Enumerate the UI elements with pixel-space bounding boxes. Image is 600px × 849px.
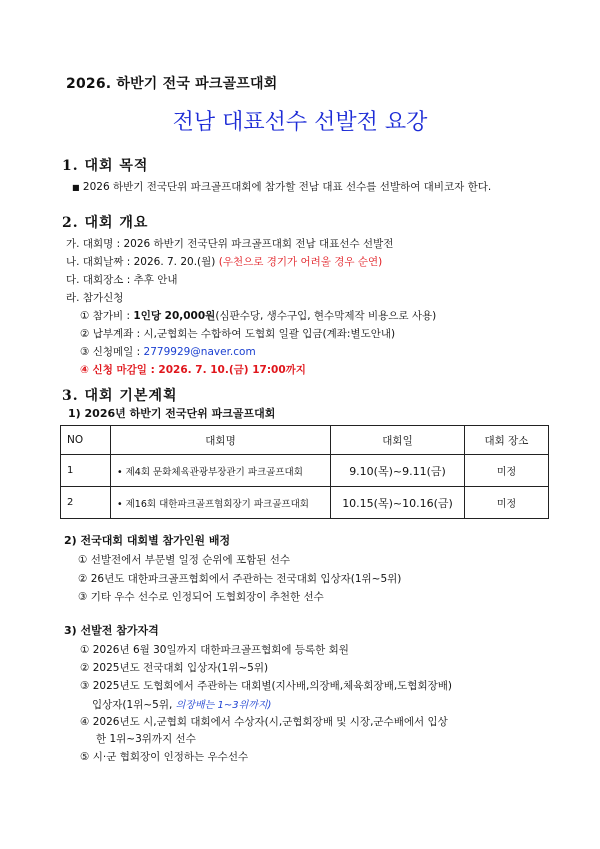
list-item: ② 26년도 대한파크골프협회에서 주관하는 전국대회 입상자(1위~5위) (78, 573, 402, 585)
application-email (80, 344, 256, 359)
event-header: 2026. 하반기 전국 파크골프대회 (66, 76, 278, 92)
table-cell-event: • 제16회 대한파크골프협회장기 파크골프대회 (111, 487, 331, 519)
email-label: ③ 신청메일 : (80, 346, 144, 358)
table-cell-date: 9.10(목)~9.11(금) (331, 455, 465, 487)
event-date (66, 254, 382, 269)
event-date-text: 나. 대회날짜 : 2026. 7. 20.(월) (66, 256, 219, 268)
table-cell-no: 2 (61, 487, 111, 519)
column-header: NO (61, 426, 111, 455)
column-header: 대회 장소 (465, 426, 549, 455)
table-cell-event: • 제4회 문화체육관광부장관기 파크골프대회 (111, 455, 331, 487)
entry-fee-label: ① 참가비 : (80, 310, 134, 322)
column-header: 대회명 (111, 426, 331, 455)
square-bullet-icon: ■ (72, 183, 80, 192)
entry-fee-note: (심판수당, 생수구입, 현수막제작 비용으로 사용) (215, 310, 437, 322)
winner-rank-text: 입상자(1위~5위, (92, 699, 176, 711)
list-item: ① 선발전에서 부문별 일정 순위에 포함된 선수 (78, 554, 291, 566)
table-header-row (61, 426, 549, 455)
event-name: 가. 대회명 : 2026 하반기 전국단위 파크골프대회 전남 대표선수 선발전 (66, 238, 394, 250)
entry-fee-amount: 1인당 20,000원 (133, 310, 216, 322)
payment-account: ② 납부계좌 : 시,군협회는 수합하여 도협회 일괄 입금(계좌:별도안내) (80, 328, 396, 340)
list-item: ④ 2026년도 시,군협회 대회에서 수상자(시,군협회장배 및 시장,군수배에서 입상 (80, 716, 448, 728)
list-item: ⑤ 시·군 협회장이 인정하는 우수선수 (80, 751, 249, 763)
section-1-heading: 1. 대회 목적 (62, 158, 149, 174)
table-cell-venue: 미정 (465, 455, 549, 487)
column-header: 대회일 (331, 426, 465, 455)
subsection-2-heading: 2) 전국대회 대회별 참가인원 배정 (64, 534, 231, 547)
registration-heading: 라. 참가신청 (66, 292, 124, 304)
list-item: ① 2026년 6월 30일까지 대한파크골프협회에 등록한 회원 (80, 644, 349, 656)
schedule-table (60, 425, 549, 519)
list-item: ② 2025년도 전국대회 입상자(1위~5위) (80, 662, 269, 674)
table-row (61, 487, 549, 519)
page-title: 전남 대표선수 선발전 요강 (172, 110, 428, 135)
table-cell-venue: 미정 (465, 487, 549, 519)
table-cell-no: 1 (61, 455, 111, 487)
list-item: ③ 2025년도 도협회에서 주관하는 대회별(지사배,의장배,체육회장배,도협회장배) (80, 680, 452, 692)
section-3-heading: 3. 대회 기본계획 (62, 388, 178, 404)
table-cell-date: 10.15(목)~10.16(금) (331, 487, 465, 519)
rain-note: (우천으로 경기가 어려울 경우 순연) (218, 256, 383, 268)
event-venue: 다. 대회장소 : 추후 안내 (66, 274, 178, 286)
subsection-1-heading: 1) 2026년 하반기 전국단위 파크골프대회 (68, 407, 276, 420)
subsection-3-heading: 3) 선발전 참가자격 (64, 624, 159, 637)
purpose-text: 2026 하반기 전국단위 파크골프대회에 참가할 전남 대표 선수를 선발하여 대비코자 한다. (82, 181, 492, 193)
list-item-continued (92, 696, 271, 712)
application-deadline: ④ 신청 마감일 : 2026. 7. 10.(금) 17:00까지 (80, 364, 306, 376)
list-item: ③ 기타 우수 선수로 인정되어 도협회장이 추천한 선수 (78, 591, 324, 603)
entry-fee (80, 308, 436, 323)
email-link[interactable]: 2779929@naver.com (143, 346, 256, 358)
handwritten-note: 의장배는 1~3위까지) (175, 700, 272, 711)
section-2-heading: 2. 대회 개요 (62, 215, 149, 231)
section-1-text (72, 179, 491, 194)
list-item-continued: 한 1위~3위까지 선수 (96, 733, 196, 745)
table-row (61, 455, 549, 487)
